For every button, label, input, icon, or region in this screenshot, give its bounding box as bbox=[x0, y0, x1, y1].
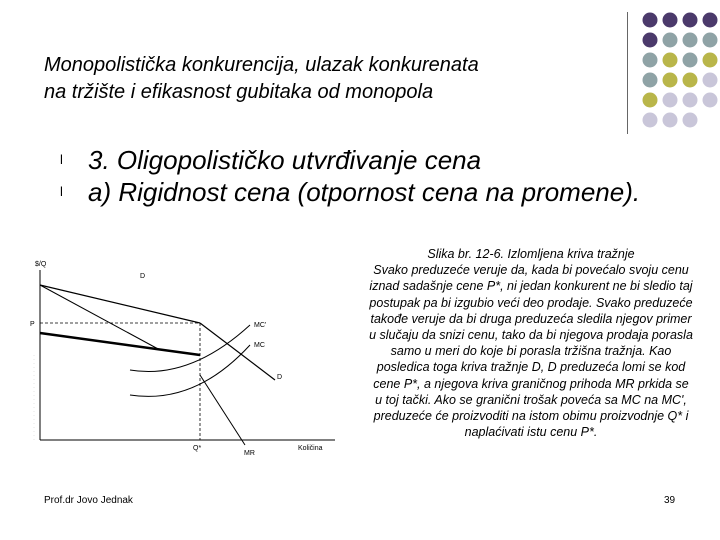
caption-body-2: u toj tački. Ako se granični trošak poveća sa MC na MC', preduzeće će proizvoditi na istom obimu proizvodnje Q* i naplaćivati istu cenu P*. bbox=[373, 392, 689, 440]
decorative-dot bbox=[703, 53, 718, 68]
bullet-text: a) Rigidnost cena (otpornost cena na promene). bbox=[88, 177, 641, 207]
decorative-dot bbox=[703, 13, 718, 28]
decorative-dot bbox=[643, 113, 658, 128]
mr-lower-segment bbox=[200, 375, 245, 445]
quantity-label: Q* bbox=[193, 445, 202, 452]
decorative-divider bbox=[627, 12, 628, 134]
decorative-dot bbox=[663, 33, 678, 48]
decorative-dot bbox=[643, 53, 658, 68]
y-axis-label: $/Q bbox=[35, 261, 47, 268]
mc-prime-label: MC' bbox=[254, 322, 267, 329]
demand-upper-segment bbox=[40, 285, 200, 323]
decorative-dot bbox=[683, 13, 698, 28]
decorative-dot bbox=[683, 53, 698, 68]
page-number: 39 bbox=[664, 495, 676, 506]
decorative-dot bbox=[703, 33, 718, 48]
bullet-marker: l bbox=[60, 152, 63, 167]
decorative-dot bbox=[663, 53, 678, 68]
caption-title: Slika br. 12-6. Izlomljena kriva tražnje bbox=[427, 247, 635, 261]
decorative-dot bbox=[663, 73, 678, 88]
figure-caption bbox=[368, 246, 694, 440]
decorative-dot-grid bbox=[640, 10, 720, 140]
demand-lower-segment bbox=[200, 323, 275, 380]
decorative-dot bbox=[683, 93, 698, 108]
x-axis-label: Količina bbox=[298, 445, 323, 452]
bullet-list bbox=[60, 144, 660, 208]
mr-label: MR bbox=[244, 450, 255, 457]
decorative-dot bbox=[663, 13, 678, 28]
price-label: P bbox=[30, 321, 35, 328]
bullet-item bbox=[60, 176, 660, 208]
bullet-item bbox=[60, 144, 660, 176]
decorative-dot bbox=[663, 113, 678, 128]
decorative-dot bbox=[643, 13, 658, 28]
slide-title: Monopolistička konkurencija, ulazak konkurenata na tržište i efikasnost gubitaka od monopola bbox=[44, 54, 479, 103]
demand-label-top: D bbox=[140, 273, 146, 280]
decorative-dot bbox=[703, 93, 718, 108]
bullet-text: 3. Oligopolističko utvrđivanje cena bbox=[88, 145, 482, 175]
mc-label: MC bbox=[254, 342, 265, 349]
decorative-dot bbox=[643, 93, 658, 108]
decorative-dot bbox=[683, 73, 698, 88]
demand-label-bottom: D bbox=[277, 374, 283, 381]
decorative-dot bbox=[643, 73, 658, 88]
decorative-dot bbox=[643, 33, 658, 48]
decorative-dot bbox=[683, 113, 698, 128]
kinked-demand-figure bbox=[30, 255, 360, 465]
bullet-marker: l bbox=[60, 184, 63, 199]
footer-author: Prof.dr Jovo Jednak bbox=[44, 495, 133, 506]
decorative-dot bbox=[703, 73, 718, 88]
decorative-dot bbox=[683, 33, 698, 48]
decorative-dot bbox=[663, 93, 678, 108]
caption-body-1: Svako preduzeće veruje da, kada bi povećalo svoju cenu iznad sadašnje cene P*, ni jedan konkurent ne bi sledio taj postupak pa bi izgubio veći deo prodaje. Svako preduzeće takođe veruje da bi druga preduzeća sledila njegov primer u slučaju da snizi cenu, tako da bi njegova prodaja porasla samo u meri do koje bi porasla tržišna tražnja. Kao posledica toga kriva tražnje D, D preduzeća lomi se kod cene P*, a njegova kriva graničnog prihoda MR prkida se bbox=[369, 263, 693, 391]
demand-extension-line bbox=[40, 333, 200, 355]
